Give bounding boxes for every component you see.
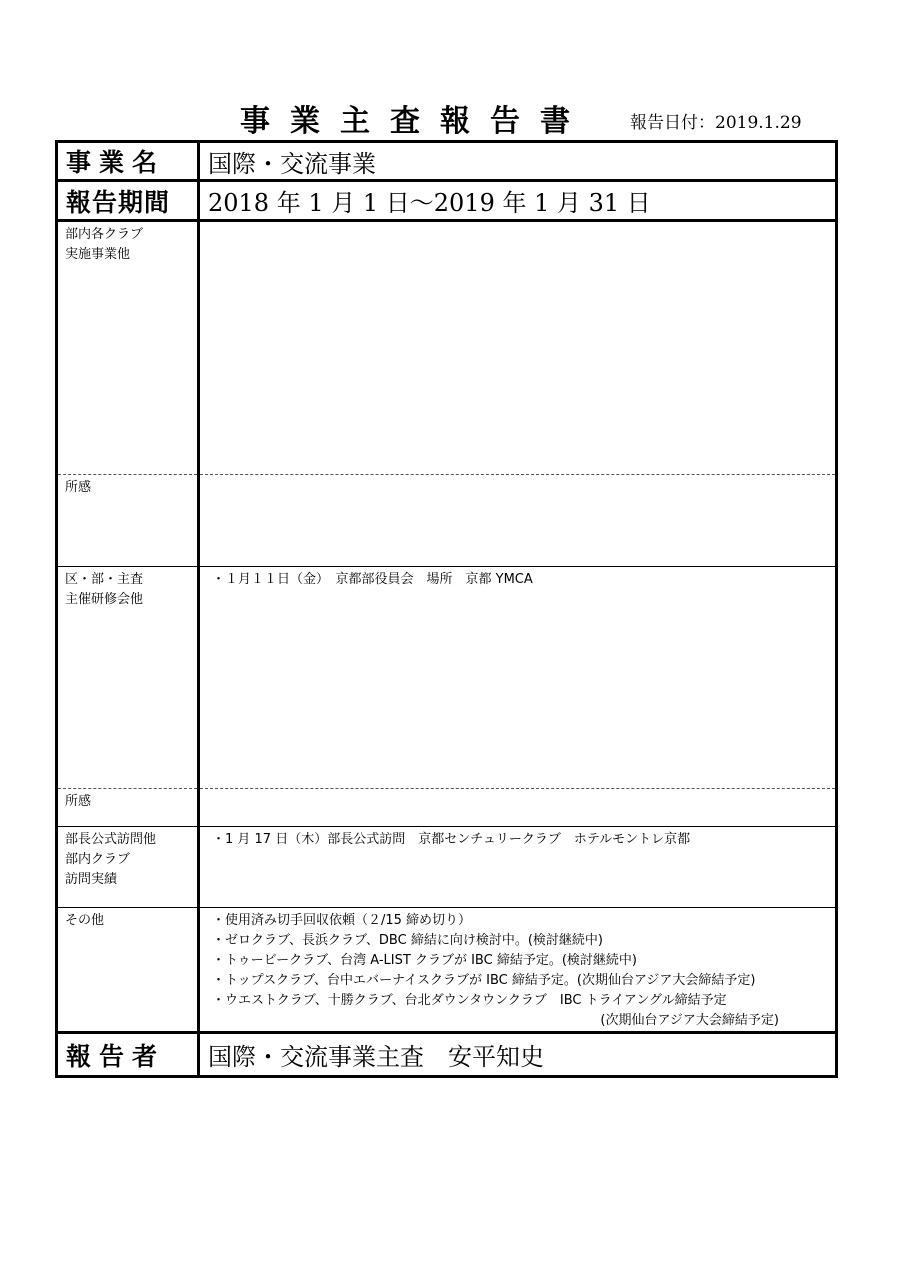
report-table <box>55 140 838 1078</box>
other-label: その他 <box>57 908 199 1033</box>
club-activities-label-line-2: 実施事業他 <box>65 247 131 262</box>
period-value: 2018 年 1 月 1 日～2019 年 1 月 31 日 <box>199 181 837 221</box>
reporter-value: 国際・交流事業主査 安平知史 <box>199 1033 837 1077</box>
report-date: 報告日付：2019.1.29 <box>630 113 802 133</box>
training-impressions-label: 所感 <box>57 789 199 827</box>
club-impressions-label: 所感 <box>57 475 199 567</box>
club-activities-value <box>199 221 837 475</box>
project-label: 事業名 <box>57 142 199 181</box>
club-impressions-value <box>199 475 837 567</box>
training-value <box>199 567 837 789</box>
other-value <box>199 908 837 1033</box>
project-value: 国際・交流事業 <box>208 149 376 178</box>
training-label <box>57 567 199 789</box>
row-visits <box>57 827 837 908</box>
other-item-5: ・ウエストクラブ、十勝クラブ、台北ダウンタウンクラブ IBC トライアングル締結予定 <box>212 993 727 1008</box>
row-club-impressions <box>57 475 837 567</box>
visits-label <box>57 827 199 908</box>
other-item-5-continuation: (次期仙台アジア大会締結予定) <box>600 1013 779 1028</box>
row-project <box>57 142 837 181</box>
club-activities-label-line-1: 部内各クラブ <box>65 227 144 242</box>
training-item: ・１月１１日（金） 京都部役員会 場所 京都 YMCA <box>212 572 533 587</box>
visits-value <box>199 827 837 908</box>
row-club-activities <box>57 221 837 475</box>
row-period <box>57 181 837 221</box>
visits-item: ・1 月 17 日（木）部長公式訪問 京都センチュリークラブ ホテルモントレ京都 <box>212 832 691 847</box>
other-item-2: ・ゼロクラブ、長浜クラブ、DBC 締結に向け検討中。(検討継続中) <box>212 933 603 948</box>
row-reporter <box>57 1033 837 1077</box>
other-item-1: ・使用済み切手回収依頼（２/15 締め切り） <box>212 913 472 928</box>
training-impressions-value <box>199 789 837 827</box>
training-label-line-2: 主催研修会他 <box>65 592 144 607</box>
other-item-3: ・トゥービークラブ、台湾 A-LIST クラブが IBC 締結予定。(検討継続中) <box>212 953 637 968</box>
club-activities-label <box>57 221 199 475</box>
period-label: 報告期間 <box>57 181 199 221</box>
training-label-line-1: 区・部・主査 <box>65 572 144 587</box>
document-title: 事業主査報告書 <box>240 104 590 139</box>
reporter-label: 報告者 <box>57 1033 199 1077</box>
visits-label-line-3: 訪問実績 <box>65 872 118 887</box>
row-other <box>57 908 837 1033</box>
visits-label-line-1: 部長公式訪問他 <box>65 832 157 847</box>
other-item-4: ・トップスクラブ、台中エバーナイスクラブが IBC 締結予定。(次期仙台アジア大会締結予定) <box>212 973 756 988</box>
visits-label-line-2: 部内クラブ <box>65 852 131 867</box>
row-training <box>57 567 837 789</box>
row-training-impressions <box>57 789 837 827</box>
